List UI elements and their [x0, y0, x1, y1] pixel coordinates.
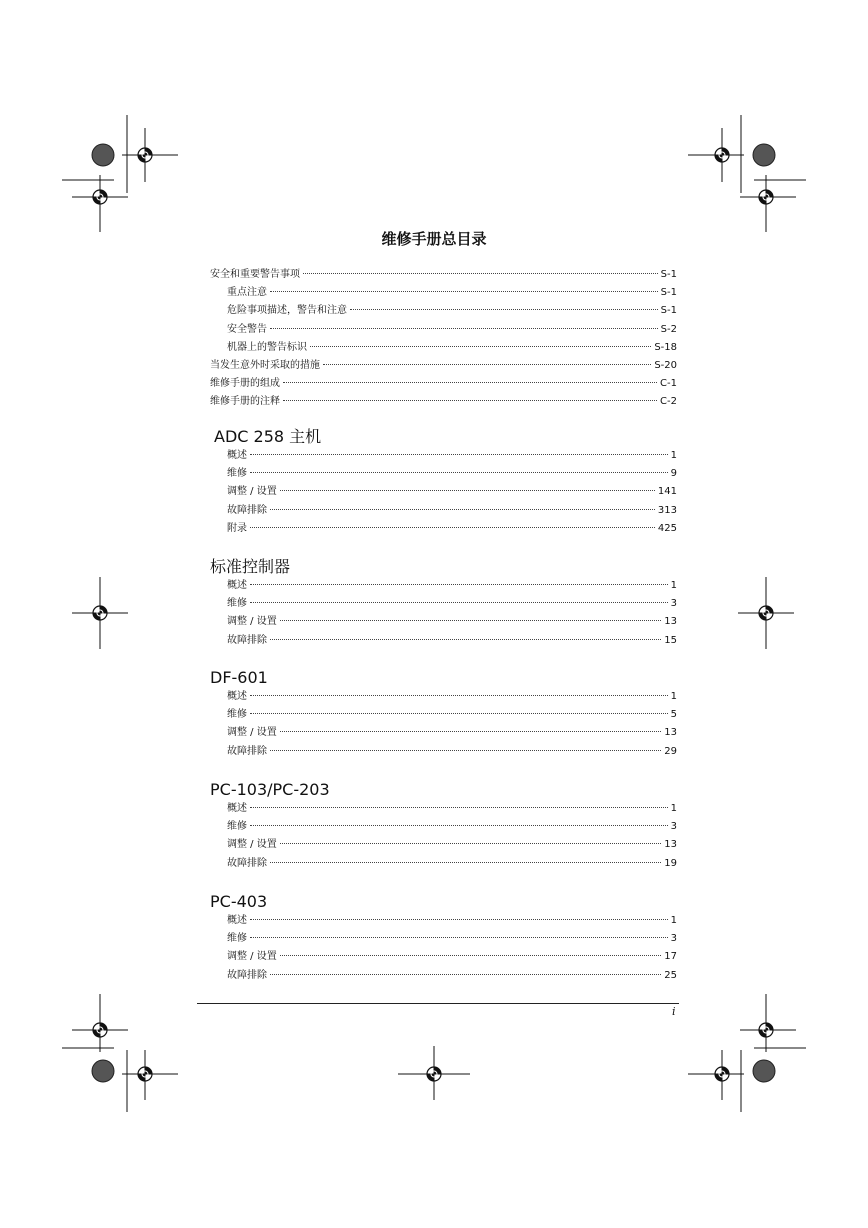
toc-entry-page: S-20 [654, 359, 677, 371]
section-heading: PC-403 [210, 892, 268, 911]
toc-entry-label: 故障排除 [227, 504, 267, 516]
toc-entry-label: 当发生意外时采取的措施 [210, 359, 320, 371]
toc-entry-page: 1 [670, 915, 677, 926]
toc-entry-label: 调整 / 设置 [227, 486, 277, 498]
toc-entry-label: 维修 [227, 933, 247, 945]
toc-entry-label: 维修 [227, 821, 247, 833]
toc-entry-page: 15 [664, 634, 677, 646]
toc-entry-label: 维修手册的注释 [210, 396, 280, 408]
toc-entry-page: S-1 [660, 305, 677, 317]
toc-entry-page: 17 [664, 951, 677, 963]
toc-entry-label: 机器上的警告标识 [227, 341, 307, 353]
toc-entry-page: 13 [664, 839, 677, 851]
toc-entry-page: 19 [664, 857, 677, 869]
toc-entry-page: 29 [664, 745, 677, 757]
toc-entry-label: 安全警告 [227, 323, 267, 335]
toc-entry-page: S-1 [660, 269, 677, 280]
toc-entry-page: 1 [670, 450, 677, 461]
toc-entry-page: 9 [670, 468, 677, 480]
toc-entry-page: 1 [670, 803, 677, 814]
toc-entry-label: 故障排除 [227, 857, 267, 869]
toc-entry-label: 调整 / 设置 [227, 727, 277, 739]
toc-entry-page: S-2 [660, 323, 677, 335]
toc-entry-page: 1 [670, 580, 677, 591]
toc-entry-label: 维修 [227, 709, 247, 721]
footer-page-number: i [672, 1005, 676, 1018]
toc-entry-page: 141 [657, 486, 677, 498]
toc-entry-label: 维修 [227, 468, 247, 480]
toc-entry-page: S-1 [660, 287, 677, 299]
section-heading: PC-103/PC-203 [210, 780, 330, 799]
toc-entry-page: 3 [670, 598, 677, 610]
toc-entry-label: 附录 [227, 522, 247, 534]
toc-entry-page: 13 [664, 616, 677, 628]
toc-entry-page: 13 [664, 727, 677, 739]
toc-entry-label: 调整 / 设置 [227, 839, 277, 851]
toc-entry-page: 3 [670, 933, 677, 945]
toc-entry-page: C-2 [660, 396, 677, 408]
toc-entry-label: 故障排除 [227, 634, 267, 646]
toc-entry-label: 重点注意 [227, 287, 267, 299]
toc-entry-label: 概述 [227, 915, 247, 926]
toc-entry-page: C-1 [660, 378, 677, 390]
toc-entry-label: 安全和重要警告事项 [210, 269, 300, 280]
page-title: 维修手册总目录 [381, 230, 487, 248]
section-heading: ADC 258 主机 [214, 427, 322, 446]
toc-entry-label: 调整 / 设置 [227, 616, 277, 628]
toc-entry-label: 概述 [227, 580, 247, 591]
toc-entry-label: 概述 [227, 803, 247, 814]
toc-entry-page: 425 [657, 522, 677, 534]
toc-entry-page: 1 [670, 691, 677, 702]
toc-entry-label: 概述 [227, 450, 247, 461]
toc-entry-page: 5 [670, 709, 677, 721]
section-heading: DF-601 [210, 668, 268, 687]
toc-entry-page: S-18 [654, 341, 677, 353]
section-heading: 标准控制器 [210, 557, 291, 576]
toc-entry-label: 故障排除 [227, 969, 267, 981]
toc-entry-label: 概述 [227, 691, 247, 702]
toc-entry-page: 3 [670, 821, 677, 833]
toc-entry-label: 故障排除 [227, 745, 267, 757]
toc-entry-label: 维修 [227, 598, 247, 610]
toc-entry-page: 25 [664, 969, 677, 981]
toc-entry-label: 危险事项描述，警告和注意 [227, 305, 347, 317]
toc-entry-label: 维修手册的组成 [210, 378, 280, 390]
toc-entry-page: 313 [657, 504, 677, 516]
toc-entry-label: 调整 / 设置 [227, 951, 277, 963]
